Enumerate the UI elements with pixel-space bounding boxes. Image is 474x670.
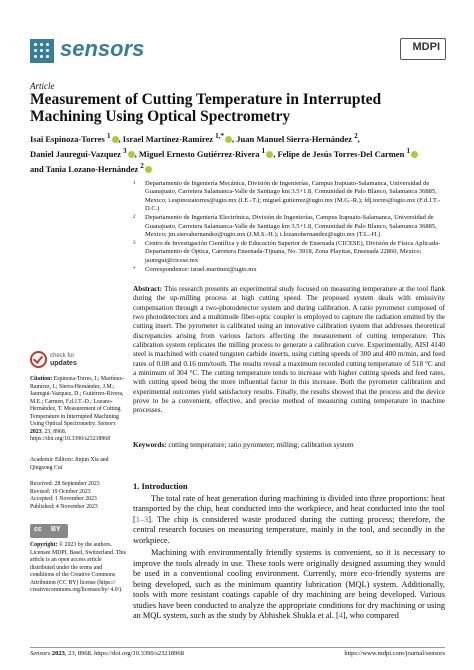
reference-link[interactable]: 1–3 [135, 514, 149, 524]
affiliation-item: 2 Departamento de Ingeniería Electrónica, División de Ingenierías, Campus Irapuato-Salamanca, Universidad de Guanajuato, Carretera Salamanca-Valle de Santiago km 3.5+1.8, Comunidad de Palo Blanco, Salamanca 36885, Mexico; jm.sierrahernandez@ugto.mx (J.M.S.-H.); t.lozanohernandez@ugto.mx (T.L.-H.) [133, 214, 437, 238]
revised-date: Revised: 19 October 2023 [30, 488, 91, 495]
check-icon [30, 351, 47, 368]
copyright-notice: Copyright: © 2023 by the authors. Licensee MDPI, Basel, Switzerland. This article is an open access article distributed under the terms and conditions of the Creative Commons Attribution (CC BY) license (https:// creativecommons.org/licenses/by/ 4.0/). [30, 542, 127, 593]
orcid-icon[interactable] [411, 151, 418, 158]
reference-link[interactable]: 4 [338, 610, 343, 620]
affiliations [133, 180, 445, 274]
article-type: Article [30, 81, 55, 91]
affiliation-item: 3 Centro de Investigación Científica y de Educación Superior de Ensenada (CICESE), División de Física Aplicada-Departamento de Óptica, Carretera Ensenada-Tijuana, No. 3918, Zona Playitas, Ensenada 22860, Mexico; jauregui@cicese.mx [133, 239, 441, 264]
journal-name: sensors [60, 36, 145, 61]
academic-editors: Academic Editors: Jinjun Xia and Qingsong Cui [30, 457, 109, 471]
footer-citation: Sensors 2023, 23, 8968. https://doi.org/10.3390/s23218968 [30, 650, 184, 657]
orcid-icon[interactable] [145, 166, 152, 173]
abstract-label: Abstract: [133, 285, 163, 293]
correspondence: * Correspondence: israel.martinez@ugto.mx [133, 265, 257, 273]
introduction-body [133, 494, 445, 623]
accepted-date: Accepted: 1 November 2023 [30, 496, 97, 502]
paragraph: The total rate of heat generation during machining is divided into three proportions: heat transported by the chip, heat conducted into the workpiece, and heat conducted into the tool [1–3]. The chip is considered waste produced during the cutting process; therefore, the central research focuses on measuring temperature, mainly in the tool, and secondly in the workpiece. [133, 494, 445, 545]
keywords-text: cutting temperature; ratio pyrometer; milling; calibration system [166, 441, 354, 449]
paragraph: Machining with environmentally friendly systems is convenient, so it is necessary to improve the tools already in use. These tools were originally designed assuming they would be used in a conventional cooling environment. Currently, more eco-friendly systems are being developed, such as the minimum quantity lubrication (MQL) system. Additionally, tools with more resistant coatings capable of dry machining are being developed. Various studies have been conducted to analyze the appropriate conditions for dry machining or using an MQL system, such as the study by Abhishek Shukla et al. [4], who compared [133, 548, 445, 620]
journal-url-link[interactable]: https://www.mdpi.com/journal/sensors [344, 650, 445, 657]
publisher-name: MDPI [412, 41, 440, 53]
publisher-logo [400, 38, 446, 60]
section-heading: 1. Introduction [133, 481, 188, 491]
cc-by-license-icon[interactable]: cc BY [30, 524, 68, 538]
author-list: Isai Espinoza-Torres $^1$ , Israel Martínez-Ramírez $^{1,*}$ , Juan Manuel Sierra-Hernández $^2$, Daniel Jauregui-Vazquez $^3$ , Miguel Ernesto Gutiérrez-Rivera $^1$ , Felipe de Jesús Torres-Del Carmen $^1$ and Tania Lozano-Hernández $^2$ [30, 130, 450, 174]
journal-logo-icon [30, 39, 54, 63]
footer-divider [30, 647, 445, 648]
keywords-label: Keywords: [133, 441, 167, 449]
received-date: Received: 28 September 2023 [30, 481, 100, 487]
abstract-text: This research presents an experimental study focused on measuring temperature at the tool flank during the up-milling process at high cutting speed. The proposed system deals with emissivity compensation through a two-photodetector system and during calibration. A ratio pyrometer composed of two photodetectors and a multimode fiber-optic coupler is employed to capture the radiation emitted by the cutting insert. The pyrometer is calibrated using an innovative calibration system that addresses theoretical discrepancies arising from various factors affecting the measurement of cutting temperature. This calibration system replicates the milling process to generate a calibration curve. Experimentally, AISI 4140 steel is machined with coated tungsten carbide inserts, using cutting speeds of 300 and 400 m/min, and feed rates of 0.08 and 0.16 mm/tooth. The results reveal a maximum recorded cutting temperature of 518 °C and a minimum of 304 °C. The cutting temperature tends to increase with higher cutting speeds and feed rates, with cutting speed being the more influential factor in this increase. Both the pyrometer calibration and experimental outcomes yield satisfactory results. Finally, the results showed that the process and the device prove to be a convenient, effective, and precise method of measuring cutting temperature in machine processes. [133, 285, 445, 415]
published-date: Published: 4 November 2023 [30, 503, 98, 510]
affiliation-item: 1 Departamento de Ingeniería Mecánica, División de Ingenierías, Campus Irapuato-Salamanca, Universidad de Guanajuato, Carretera Salamanca-Valle de Santiago km 3.5+1.8, Comunidad de Palo Blanco, Salamanca 36885, Mexico; i.espinozatorres@ugto.mx (I.E.-T.); miguel.gutierrez@ugto.mx (M.G.-R.); fdj.torres@ugto.mx (F.d.J.T.-D.C.) [133, 180, 441, 213]
citation: Citation: Espinoza-Torres, I.; Martínez-Ramírez, I.; Sierra-Hernández, J.M.; Jauregui-Vazquez, D.; Gutiérrez-Rivera, M.E.; Carmen, F.d.J.T.-D.; Lozano-Hernández, T. Measurement of Cutting Temperature in Interrupted Machining Using Optical Spectrometry. Sensors 2023, 23, 8968. https://doi.org/10.3390/s23218968 [30, 376, 124, 442]
article-title: Measurement of Cutting Temperature in Interrupted Machining Using Optical Spectrometry [30, 91, 382, 125]
keywords [133, 441, 445, 450]
orcid-icon[interactable] [112, 136, 119, 143]
orcid-icon[interactable] [225, 136, 232, 143]
orcid-icon[interactable] [128, 151, 135, 158]
publication-dates [30, 481, 126, 511]
abstract [133, 285, 445, 416]
